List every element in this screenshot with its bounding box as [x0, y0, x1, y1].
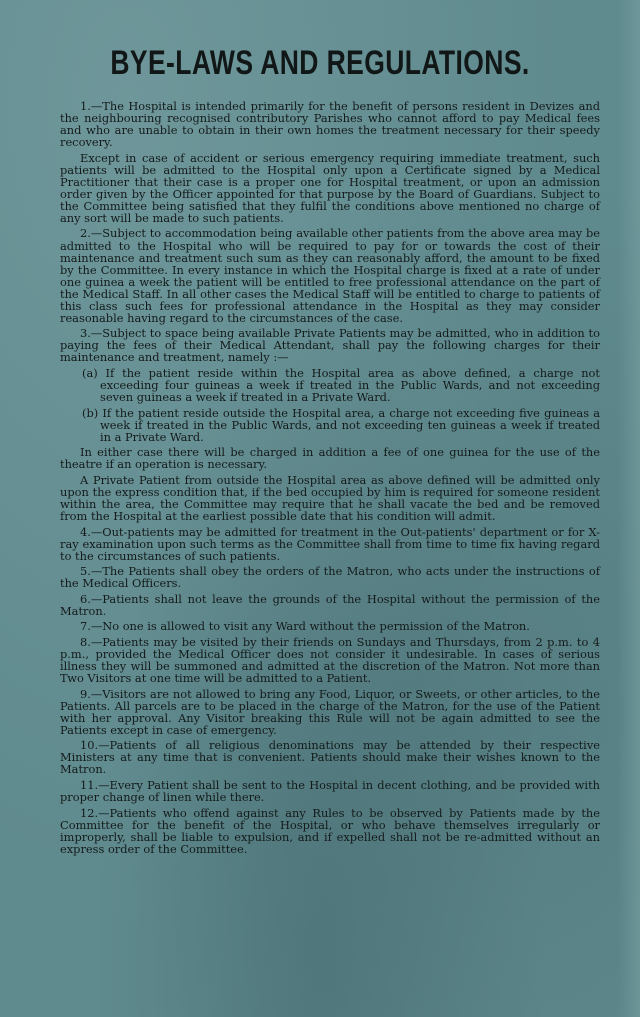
regulation-paragraph: 3.—Subject to space being available Private Patients may be admitted, who in addition to paying the fees of their Medical Attendant, shall pay the following charges for their maintenance and treatment, namely :— — [60, 326, 600, 365]
regulation-paragraph: 9.—Visitors are not allowed to bring any Food, Liquor, or Sweets, or other articles, to the Patients. All parcels are to be placed in the charge of the Matron, for the use of the Patient with her approval. Any Visitor breaking this Rule will not be again admitted to see the Patients except in case of emergency. — [60, 686, 600, 737]
regulation-paragraph: Except in case of accident or serious emergency requiring immediate treatment, such patients will be admitted to the Hospital only upon a Certificate signed by a Medical Practitioner that their case is a proper one for Hospital treatment, or upon an admission order given by the Officer appointed for that purpose by the Board of Guardians. Subject to the Committee being satisfied that they fulfil the conditions above mentioned no charge of any sort will be made to such patients. — [60, 150, 600, 225]
regulation-paragraph: 2.—Subject to accommodation being available other patients from the above area may be admitted to the Hospital who will be required to pay for or towards the cost of their maintenance and treatment such sum as they can reasonably afford, the amount to be fixed by the Committee. In every instance in which the Hospital charge is fixed at a rate of under one guinea a week the patient will be entitled to free professional attendance on the part of the Medical Staff. In all other cases the Medical Staff will be entitled to charge to patients of this class such fees for professional attendance in the Hospital as they may consider reasonable having regard to the circumstances of the case. — [60, 226, 600, 325]
sub-clause: (b) If the patient reside outside the Hospital area, a charge not exceeding five guineas a week if treated in the Public Wards, and not exceeding ten guineas a week if treated in a Private Ward. — [82, 405, 600, 444]
sub-clause: (a) If the patient reside within the Hospital area as above defined, a charge not exceeding four guineas a week if treated in the Public Wards, and not exceeding seven guineas a week if treated in a Private Ward. — [82, 365, 600, 405]
regulation-paragraph: 8.—Patients may be visited by their friends on Sundays and Thursdays, from 2 p.m. to 4 p.m., provided the Medical Officer does not consider it undesirable. In cases of serious illness they will be summoned and admitted at the discretion of the Matron. Not more than Two Visitors at one time will be admitted to a Patient. — [60, 634, 600, 686]
regulations-body — [60, 100, 600, 858]
regulation-paragraph: 11.—Every Patient shall be sent to the Hospital in decent clothing, and be provided with proper change of linen while there. — [60, 777, 600, 804]
regulation-paragraph: 7.—No one is allowed to visit any Ward without the permission of the Matron. — [80, 619, 530, 634]
regulation-paragraph: 10.—Patients of all religious denominations may be attended by their respective Ministers at any time that is convenient. Patients should make their wishes known to the Matron. — [60, 738, 600, 777]
regulation-paragraph: 1.—The Hospital is intended primarily for the benefit of persons resident in Devizes and the neighbouring recognised contributory Parishes who cannot afford to pay Medical fees and who are unable to obtain in their own homes the treatment necessary for their speedy recovery. — [60, 99, 600, 150]
regulation-paragraph: 5.—The Patients shall obey the orders of the Matron, who acts under the instructions of the Medical Officers. — [60, 564, 600, 591]
page-edge — [618, 0, 640, 1017]
regulation-paragraph: 12.—Patients who offend against any Rules to be observed by Patients made by the Committee for the benefit of the Hospital, or who behave themselves irregularly or improperly, shall be liable to expulsion, and if expelled shall not be re-admitted without an express order of the Committee. — [60, 805, 600, 856]
regulation-paragraph: 6.—Patients shall not leave the grounds of the Hospital without the permission of the Matron. — [60, 591, 600, 618]
regulation-paragraph: A Private Patient from outside the Hospital area as above defined will be admitted only upon the express condition that, if the bed occupied by him is required for someone resident within the area, the Committee may require that he shall vacate the bed and be removed from the Hospital at the earliest possible date that his condition will admit. — [60, 472, 600, 523]
regulation-paragraph: In either case there will be charged in addition a fee of one guinea for the use of the theatre if an operation is necessary. — [60, 445, 600, 472]
page-title: BYE-LAWS AND REGULATIONS. — [110, 44, 530, 82]
regulation-paragraph: 4.—Out-patients may be admitted for treatment in the Out-patients' department or for X-ray examination upon such terms as the Committee shall from time to time fix having regard to the circumstances of such patients. — [60, 524, 600, 563]
